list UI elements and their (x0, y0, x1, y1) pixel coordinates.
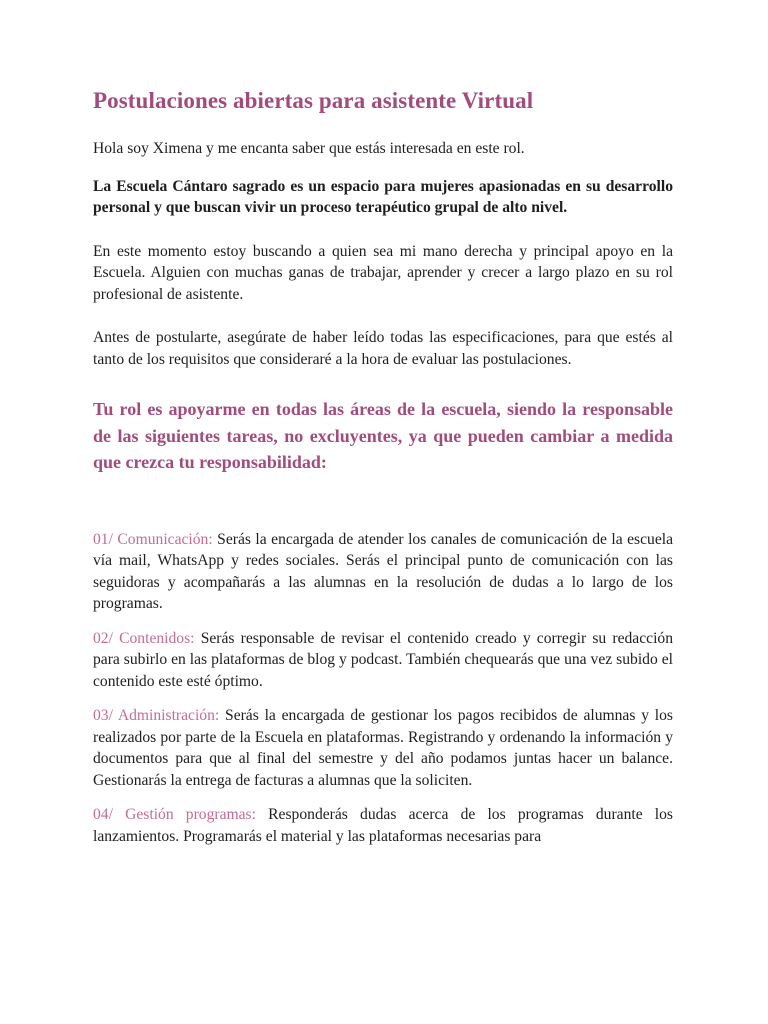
task-item-comunicacion (93, 529, 673, 615)
task-text: Serás la encargada de gestionar los pagos recibidos de alumnas y los realizados por parte de la Escuela en plataformas. Registrando y ordenando la información y documentos para que al final del semestre y del año podamos juntas hacer un balance. Gestionarás la entrega de facturas a alumnas que la soliciten. (93, 707, 673, 789)
role-subtitle: Tu rol es apoyarme en todas las áreas de la escuela, siendo la responsable de las siguientes tareas, no excluyentes, ya que pueden cambiar a medida que crezca tu responsabilidad: (93, 399, 673, 472)
task-item-gestion-programas (93, 804, 673, 847)
school-description-paragraph: La Escuela Cántaro sagrado es un espacio para mujeres apasionadas en su desarrollo personal y que buscan vivir un proceso terapéutico grupal de alto nivel. (93, 177, 673, 216)
task-text: Responderás dudas acerca de los programas durante los lanzamientos. Programarás el material y las plataformas necesarias para (93, 806, 673, 845)
task-label: 01/ Comunicación: (93, 530, 213, 548)
task-label: 04/ Gestión programas: (93, 806, 256, 823)
intro-paragraph: Hola soy Ximena y me encanta saber que estás interesada en este rol. (93, 140, 525, 157)
task-list (93, 529, 673, 848)
task-item-administracion (93, 705, 673, 791)
task-label: 03/ Administración: (93, 707, 220, 724)
task-item-contenidos (93, 628, 673, 693)
application-advice-paragraph: Antes de postularte, asegúrate de haber leído todas las especificaciones, para que estés al tanto de los requisitos que consideraré a la hora de evaluar las postulaciones. (93, 329, 673, 368)
page-title: Postulaciones abiertas para asistente Virtual (93, 88, 534, 113)
document-page (93, 84, 673, 847)
task-label: 02/ Contenidos: (93, 629, 195, 647)
task-text: Serás responsable de revisar el contenido creado y corregir su redacción para subirlo en las plataformas de blog y podcast. También chequearás que una vez subido el contenido este esté óptimo. (93, 629, 673, 690)
task-text: Serás la encargada de atender los canales de comunicación de la escuela vía mail, WhatsApp y redes sociales. Serás el principal punto de comunicación con las seguidoras y acompañarás a las alumnas en la resolución de dudas a lo largo de los programas. (93, 530, 674, 612)
search-description-paragraph: En este momento estoy buscando a quien sea mi mano derecha y principal apoyo en la Escuela. Alguien con muchas ganas de trabajar, aprender y crecer a largo plazo en su rol profesional de asistente. (93, 242, 673, 303)
